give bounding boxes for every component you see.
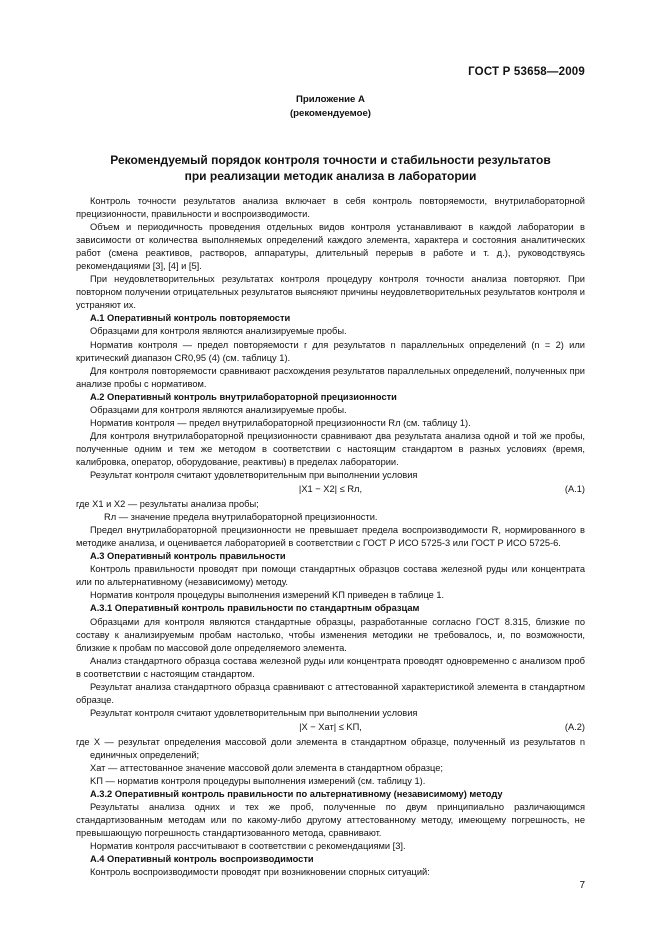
paragraph: Норматив контроля — предел повторяемости r для результатов n параллельных определений (n = 2) или критический диапазон CR0,95 (4) (см. таблицу 1).: [76, 339, 585, 363]
paragraph: Норматив контроля рассчитывают в соответствии с рекомендациями [3].: [90, 841, 406, 852]
paragraph: Норматив контроля — предел внутрилабораторной прецизионности Rл (см. таблицу 1).: [90, 417, 471, 428]
paragraph: Контроль точности результатов анализа включает в себя контроль повторяемости, внутрилабораторной прецизионности, правильности и воспроизводимости.: [76, 196, 585, 220]
equation-legend: Xат — аттестованное значение массовой доли элемента в стандартном образце;: [90, 763, 444, 774]
paragraph: Образцами для контроля являются анализируемые пробы.: [90, 404, 347, 415]
document-title-line1: Рекомендуемый порядок контроля точности и стабильности результатов: [110, 153, 551, 167]
section-heading-a3: А.3 Оперативный контроль правильности: [90, 551, 286, 562]
equation-legend: Rл — значение предела внутрилабораторной прецизионности.: [104, 512, 378, 523]
section-heading-a32: А.3.2 Оперативный контроль правильности по альтернативному (независимому) методу: [90, 789, 503, 800]
equation-legend: где X1 и X2 — результаты анализа пробы;: [76, 499, 259, 510]
equation-formula: |X1 − X2| ≤ Rл,: [298, 484, 363, 495]
page-number: 7: [579, 880, 585, 891]
paragraph: Результаты анализа одних и тех же проб, полученные по двум принципиально различающимся стандартизованным методам или по какому-либо другому аттестованному методу, имеющему погрешность, не превышающую погрешность стандартизованного метода, сравнивают.: [76, 802, 585, 839]
paragraph: Норматив контроля процедуры выполнения измерений KП приведен в таблице 1.: [90, 590, 445, 601]
equation-number: (А.1): [564, 484, 585, 495]
paragraph: Образцами для контроля являются анализируемые пробы.: [90, 326, 347, 337]
paragraph: Результат анализа стандартного образца сравнивают с аттестованной характеристикой элемента в стандартном образце.: [76, 681, 585, 705]
body-text: [76, 195, 585, 879]
equation-formula: |X − Xат| ≤ KП,: [299, 721, 362, 732]
equation-a1: [76, 483, 585, 496]
paragraph: Результат контроля считают удовлетворительным при выполнении условия: [90, 469, 418, 480]
equation-a2: [76, 721, 585, 734]
paragraph: Образцами для контроля являются стандартные образцы, разработанные согласно ГОСТ 8.315, близкие по составу к анализируемым пробам настолько, чтобы изменения методики не требовалось, и, по возможности, близкие к пробам по массовой доле определяемого элемента.: [76, 616, 585, 653]
section-heading-a31: А.3.1 Оперативный контроль правильности по стандартным образцам: [90, 603, 420, 614]
paragraph: Для контроля повторяемости сравнивают расхождения результатов параллельных определений, полученных при анализе пробы с нормативом.: [76, 365, 585, 389]
paragraph: Результат контроля считают удовлетворительным при выполнении условия: [90, 707, 418, 718]
equation-number: (А.2): [564, 721, 585, 732]
appendix-title: Приложение А: [296, 94, 365, 105]
section-heading-a2: А.2 Оперативный контроль внутрилабораторной прецизионности: [90, 391, 397, 402]
paragraph: Для контроля внутрилабораторной прецизионности сравнивают два результата анализа одной и той же пробы, полученные одним и тем же методом в соответствии с настоящим стандартом в разных условиях (время, калибровка, оператор, оборудование, реактивы) в пределах лаборатории.: [76, 430, 585, 467]
section-heading-a4: А.4 Оперативный контроль воспроизводимости: [90, 854, 314, 865]
paragraph: При неудовлетворительных результатах контроля процедуру контроля точности анализа повторяют. При повторном получении отрицательных результатов выясняют причины неудовлетворительных результатов контроля и устраняют их.: [76, 274, 585, 311]
equation-legend: где X — результат определения массовой доли элемента в стандартном образце, полученный из результатов n единичных определений;: [76, 736, 585, 760]
paragraph: Контроль воспроизводимости проводят при возникновении спорных ситуаций:: [90, 867, 430, 878]
paragraph: Анализ стандартного образца состава железной руды или концентрата проводят одновременно с анализом проб в соответствии с настоящим стандартом.: [76, 655, 585, 679]
paragraph: Объем и периодичность проведения отдельных видов контроля устанавливают в каждой лаборатории в зависимости от количества выполняемых определений каждого элемента, характера и состояния аналитических работ (смена реактивов, растворов, аппаратуры, длительный перерыв в работе и т. д.), руководствуясь рекомендациями [3], [4] и [5].: [76, 222, 585, 272]
appendix-subtitle: (рекомендуемое): [289, 108, 371, 119]
paragraph: Контроль правильности проводят при помощи стандартных образцов состава железной руды или концентрата или по альтернативному (независимому) методу.: [76, 564, 585, 588]
section-heading-a1: А.1 Оперативный контроль повторяемости: [90, 313, 291, 324]
document-title-line2: при реализации методик анализа в лаборатории: [184, 169, 477, 183]
paragraph: Предел внутрилабораторной прецизионности не превышает предела воспроизводимости R, нормированного в методике анализа, и оценивается лабораторией в соответствии с ГОСТ Р ИСО 5725-3 или ГОСТ Р ИСО 5725-6.: [76, 525, 585, 549]
standard-header: ГОСТ Р 53658—2009: [468, 66, 585, 78]
equation-legend: KП — норматив контроля процедуры выполнения измерений (см. таблицу 1).: [90, 776, 426, 787]
